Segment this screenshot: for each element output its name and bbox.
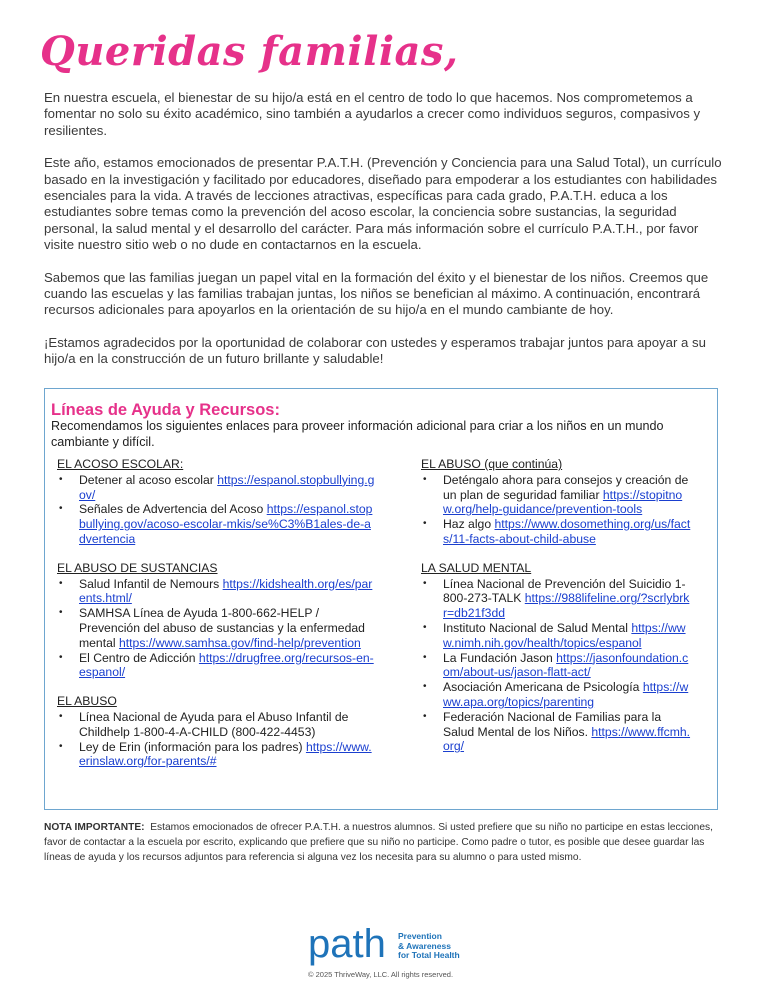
resource-item [421,651,691,681]
resource-item [421,621,691,651]
resource-label: Detener al acoso escolar [79,472,214,487]
resource-link[interactable]: https://www.erinslaw.org/for-parents/# [79,739,372,769]
resource-list [421,577,691,755]
resource-label: Línea Nacional de Prevención del Suicidio 1-800-273-TALK [443,576,686,606]
resources-intro: Recomendamos los siguientes enlaces para proveer información adicional para criar a los niños en un mundo cambiante y difícil. [51,419,664,449]
resource-link[interactable]: https://www.samhsa.gov/find-help/prevention [118,635,361,650]
resource-label: El Centro de Adicción [79,650,196,665]
section-title: LA SALUD MENTAL [421,560,532,575]
important-note [44,820,724,865]
resource-label: Haz algo [443,517,492,532]
resource-item [57,710,377,740]
resource-link[interactable]: https://jasonfoundation.com/about-us/jason-flatt-act/ [443,650,689,680]
section-title: EL ABUSO [57,694,117,709]
resources-right-column [421,457,691,768]
logo-tagline-line: Prevention [398,931,442,941]
resource-item [57,577,377,607]
logo-tagline [398,932,460,961]
resource-label: Línea Nacional de Ayuda para el Abuso Infantil de Childhelp 1-800-4-A-CHILD (800-422-4453) [79,709,349,739]
resource-item [57,740,377,770]
resource-list [57,577,377,681]
resource-item [57,651,377,681]
section-title: EL ABUSO DE SUSTANCIAS [57,560,218,575]
resource-item [421,473,691,517]
resource-link[interactable]: https://espanol.stopbullying.gov/ [79,472,375,502]
page-title: Queridas familias, [40,28,459,75]
resource-label: Federación Nacional de Familias para la Salud Mental de los Niños. [443,709,662,739]
intro-text [44,90,730,384]
resource-label: Señales de Advertencia del Acoso [79,502,264,517]
intro-paragraph: ¡Estamos agradecidos por la oportunidad de colaborar con ustedes y esperamos trabajar juntos para apoyar a su hijo/a en la construcción de un futuro brillante y saludable! [44,334,706,367]
resource-label: SAMHSA Línea de Ayuda 1-800-662-HELP / Prevención del abuso de sustancias y la enfermedad mental [79,606,365,650]
intro-paragraph: Este año, estamos emocionados de presentar P.A.T.H. (Prevención y Conciencia para una Salud Total), un currículo basado en la investigación y facilitado por educadores, diseñado para empoderar a los estudiantes con habilidades esenciales para la vida. A través de lecciones atractivas, específicas para cada grado, P.A.T.H. educa a los estudiantes sobre temas como la prevención del acoso escolar, la conciencia sobre sustancias, la seguridad personal, la salud mental y el desarrollo del carácter. Para más información sobre el currículo P.A.T.H., por favor visite nuestro sitio web o no dude en contactarnos en la escuela. [44,155,722,253]
resource-list [57,473,377,547]
resource-link[interactable]: https://espanol.stopbullying.gov/acoso-escolar-mkis/se%C3%B1ales-de-advertencia [79,502,373,546]
resource-item [421,517,691,547]
logo-tagline-line: for Total Health [398,950,460,960]
resource-section [57,694,377,769]
resource-section [421,561,691,754]
resource-list [57,710,377,769]
resource-link[interactable]: https://www.nimh.nih.gov/health/topics/espanol [443,620,686,650]
logo-tagline-line: & Awareness [398,940,451,951]
resources-box [44,388,718,810]
intro-paragraph: En nuestra escuela, el bienestar de su hijo/a está en el centro de todo lo que hacemos. Nos comprometemos a fomentar no solo su éxito académico, sino también a ayudarlos a crecer como individuos seguros, compasivos y resilientes. [44,90,701,138]
resource-link[interactable]: https://drugfree.org/recursos-en-espanol/ [79,650,374,680]
section-title: EL ACOSO ESCOLAR: [57,457,184,471]
resource-link[interactable]: https://www.apa.org/topics/parenting [443,680,689,709]
resource-label: La Fundación Jason [443,650,553,665]
resource-section [421,457,691,547]
resource-link[interactable]: https://stopitnow.org/help-guidance/prevention-tools [443,487,683,517]
logo-wordmark: path [308,922,386,966]
resource-section [57,561,377,680]
intro-paragraph: Sabemos que las familias juegan un papel vital en la formación del éxito y el bienestar de los niños. Creemos que cuando las escuelas y las familias trabajan juntas, los niños se benefician al máximo. A continuación, encontrará recursos adicionales para apoyarlos en la orientación de su hijo/a en el mundo cambiante de hoy. [44,269,709,318]
resource-link[interactable]: https://kidshealth.org/es/parents.html/ [79,576,373,606]
resource-list [421,473,691,547]
resource-label: Instituto Nacional de Salud Mental [443,620,628,635]
resource-item [421,710,691,754]
resource-label: Deténgalo ahora para consejos y creación de un plan de seguridad familiar [443,472,689,502]
section-title: EL ABUSO (que continúa) [421,457,563,471]
resource-item [421,680,691,710]
resource-item [57,473,377,503]
resource-label: Asociación Americana de Psicología [443,680,640,695]
resource-item [57,502,377,546]
resources-left-column [57,457,377,783]
copyright: © 2025 ThriveWay, LLC. All rights reserved. [308,970,454,979]
resource-link[interactable]: https://www.ffcmh.org/ [443,724,691,754]
note-label: NOTA IMPORTANTE: [44,822,145,833]
resource-label: Salud Infantil de Nemours [79,576,220,591]
resource-label: Ley de Erin (información para los padres) [79,739,303,754]
note-text: Estamos emocionados de ofrecer P.A.T.H. a nuestros alumnos. Si usted prefiere que su niño no participe en estas lecciones, favor de contactar a la escuela por escrito, explicando que prefiere que su niño no participe. Como padre o tutor, es posible que desee guardar las líneas de ayuda y los recursos adjuntos para referencia si alguna vez los necesita para su alumno o para usted mismo. [44,822,713,863]
resource-link[interactable]: https://www.dosomething.org/us/facts/11-facts-about-child-abuse [443,517,691,546]
resource-item [57,606,377,650]
resource-section [57,457,377,547]
resources-title: Líneas de Ayuda y Recursos: [51,401,280,419]
resource-item [421,577,691,621]
resource-link[interactable]: https://988lifeline.org/?scrlybrkr=db21f3dd [443,591,690,621]
